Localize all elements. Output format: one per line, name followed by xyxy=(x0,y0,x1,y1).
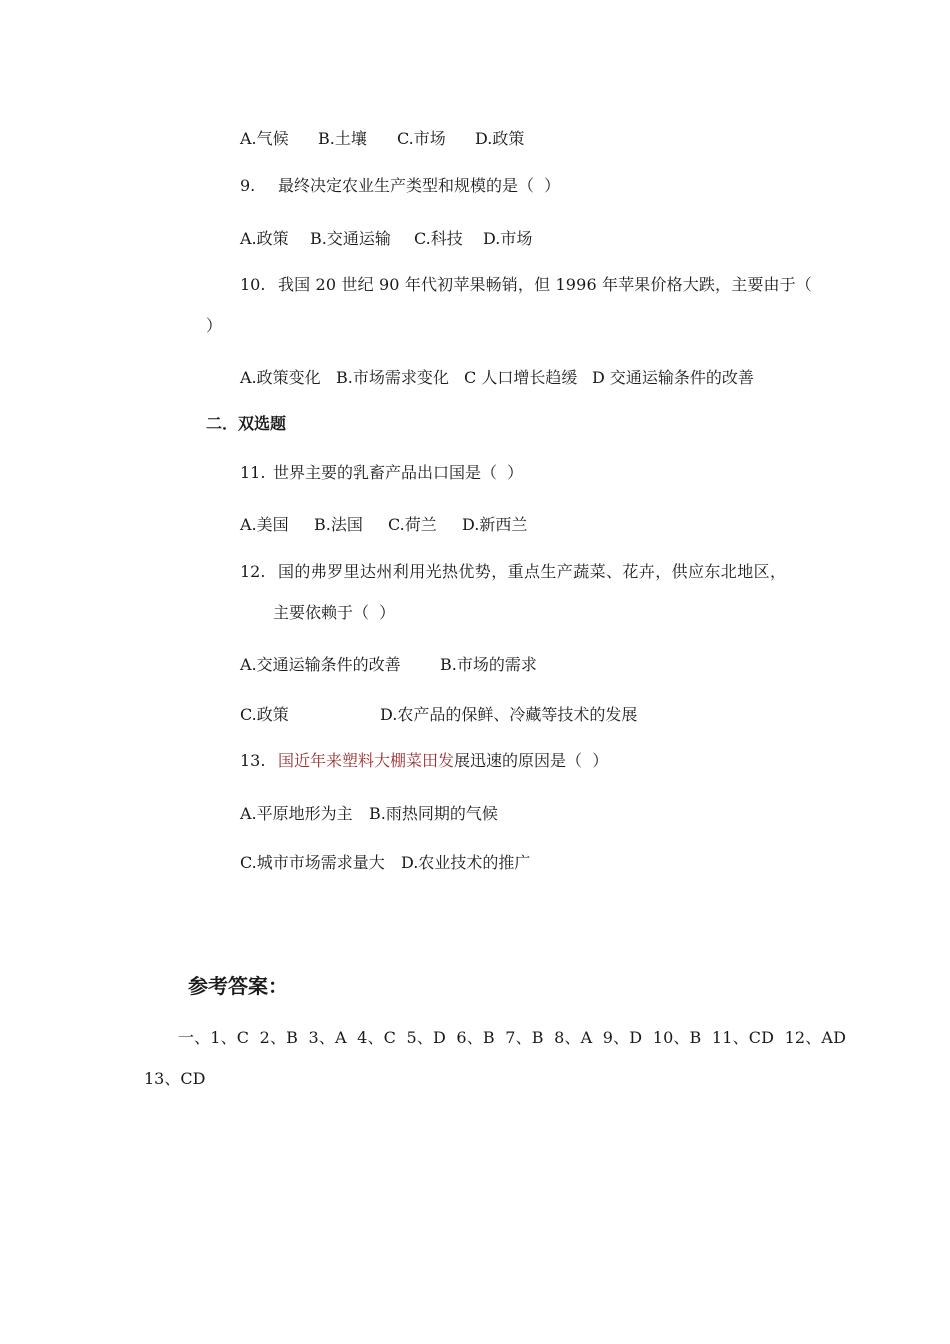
section-2-title: 二．双选题 xyxy=(206,414,287,433)
q13-option-b: B.雨热同期的气候 xyxy=(369,804,498,823)
q12-option-d: D.农产品的保鲜、冷藏等技术的发展 xyxy=(380,705,638,724)
q11-option-b: B.法国 xyxy=(314,515,363,534)
q11-text: 世界主要的乳畜产品出口国是（ ） xyxy=(273,463,524,482)
q11-option-d: D.新西兰 xyxy=(462,515,528,534)
q8-option-b: B.土壤 xyxy=(318,129,367,148)
q13-option-a: A.平原地形为主 xyxy=(240,804,353,823)
q10-option-d: D 交通运输条件的改善 xyxy=(592,368,754,387)
q12-text-continued: 主要依赖于（ ） xyxy=(273,603,396,622)
q13-text xyxy=(278,751,608,771)
q9-text: 最终决定农业生产类型和规模的是（ ） xyxy=(278,176,561,195)
q8-option-c: C.市场 xyxy=(397,129,446,148)
q9-number: 9. xyxy=(240,176,256,195)
q10-option-b: B.市场需求变化 xyxy=(336,368,449,387)
q13-option-c: C.城市市场需求量大 xyxy=(240,853,385,872)
q8-option-a: A.气候 xyxy=(240,129,289,148)
q10-number: 10. xyxy=(240,275,266,294)
q11-option-c: C.荷兰 xyxy=(388,515,437,534)
q13-option-d: D.农业技术的推广 xyxy=(401,853,531,872)
q12-option-a: A.交通运输条件的改善 xyxy=(240,655,401,674)
q9-option-b: B.交通运输 xyxy=(310,229,391,248)
q10-text-continued: ） xyxy=(206,316,223,335)
q9-option-c: C.科技 xyxy=(414,229,463,248)
q10-option-a: A.政策变化 xyxy=(240,368,321,387)
q10-option-c: C 人口增长趋缓 xyxy=(464,368,578,387)
q11-number: 11. xyxy=(240,463,266,482)
q10-text: 我国 20 世纪 90 年代初苹果畅销，但 1996 年苹果价格大跌，主要由于（ xyxy=(278,275,812,294)
q13-text-rest: 展迅速的原因是（ ） xyxy=(454,751,609,770)
q13-text-highlight: 国近年来塑料大棚菜田发 xyxy=(278,751,455,770)
q9-option-d: D.市场 xyxy=(483,229,533,248)
q13-number: 13. xyxy=(240,751,266,770)
q12-option-b: B.市场的需求 xyxy=(440,655,537,674)
q12-option-c: C.政策 xyxy=(240,705,289,724)
answers-line-1: 一、1、C 2、B 3、A 4、C 5、D 6、B 7、B 8、A 9、D 10、B 11、CD 12、AD xyxy=(178,1028,847,1047)
q12-number: 12. xyxy=(240,562,266,581)
q12-text: 国的弗罗里达州利用光热优势，重点生产蔬菜、花卉，供应东北地区， xyxy=(278,562,787,581)
answers-title: 参考答案： xyxy=(188,974,288,998)
q8-option-d: D.政策 xyxy=(475,129,525,148)
q11-option-a: A.美国 xyxy=(240,515,289,534)
answers-line-2: 13、CD xyxy=(144,1069,206,1088)
q9-option-a: A.政策 xyxy=(240,229,289,248)
